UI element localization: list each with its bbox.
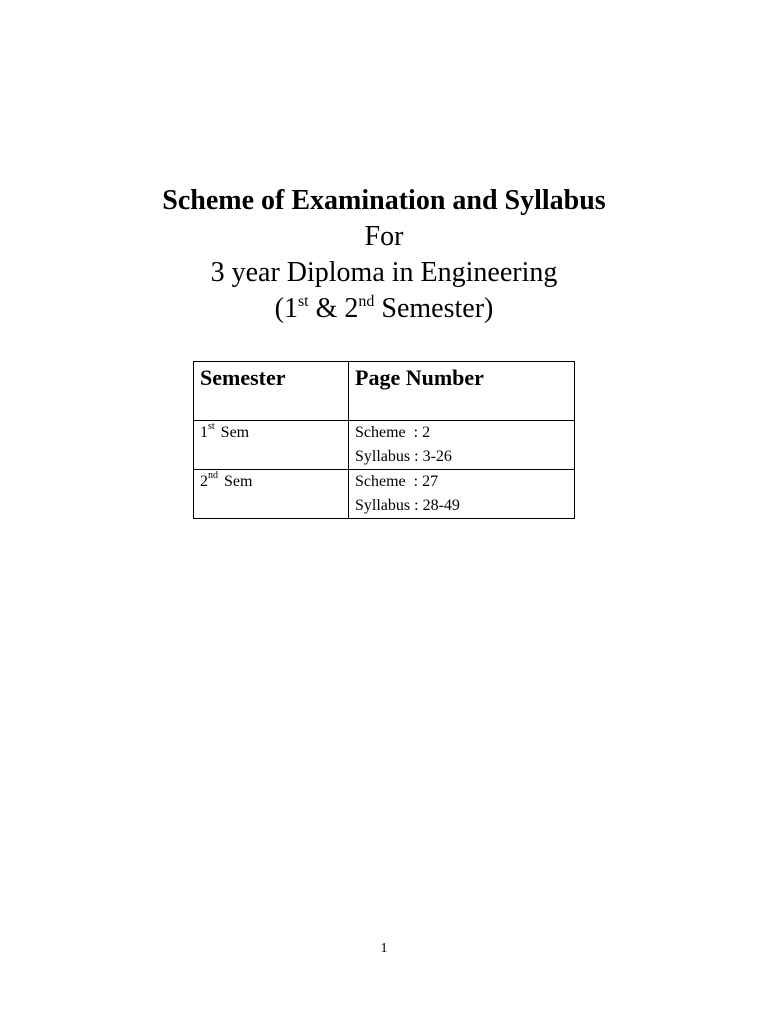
semester-line-sup-first: st bbox=[297, 293, 309, 310]
document-title: Scheme of Examination and Syllabus bbox=[162, 185, 606, 216]
page-number-cell bbox=[349, 470, 575, 519]
semester-ordinal: nd bbox=[208, 469, 218, 481]
semester-cell bbox=[194, 421, 349, 470]
semester-line-sup-second: nd bbox=[358, 293, 375, 310]
semester-cell bbox=[194, 470, 349, 519]
semester-line-open: (1 bbox=[274, 293, 298, 324]
semester-line-close: Semester) bbox=[374, 293, 494, 324]
table-row bbox=[194, 470, 575, 519]
syllabus-pages: Syllabus : 3-26 bbox=[355, 448, 452, 465]
title-semester-line bbox=[0, 291, 768, 327]
syllabus-pages: Syllabus : 28-49 bbox=[355, 497, 460, 514]
semester-index-table bbox=[193, 361, 575, 519]
scheme-pages: Scheme : 27 bbox=[355, 473, 439, 490]
scheme-pages: Scheme : 2 bbox=[355, 424, 431, 441]
semester-label: Sem bbox=[224, 473, 253, 490]
semester-line-mid: & 2 bbox=[308, 293, 359, 324]
table-row bbox=[194, 421, 575, 470]
semester-number: 1 bbox=[200, 424, 208, 441]
page-number: 1 bbox=[380, 941, 388, 956]
title-block bbox=[0, 183, 768, 327]
header-semester: Semester bbox=[194, 362, 349, 421]
semester-ordinal: st bbox=[208, 420, 215, 432]
semester-number: 2 bbox=[200, 473, 208, 490]
header-page-number: Page Number bbox=[349, 362, 575, 421]
title-diploma-line: 3 year Diploma in Engineering bbox=[210, 257, 558, 288]
semester-label: Sem bbox=[220, 424, 250, 441]
page-number-cell bbox=[349, 421, 575, 470]
table-header-row bbox=[194, 362, 575, 421]
title-for-line: For bbox=[364, 221, 404, 252]
